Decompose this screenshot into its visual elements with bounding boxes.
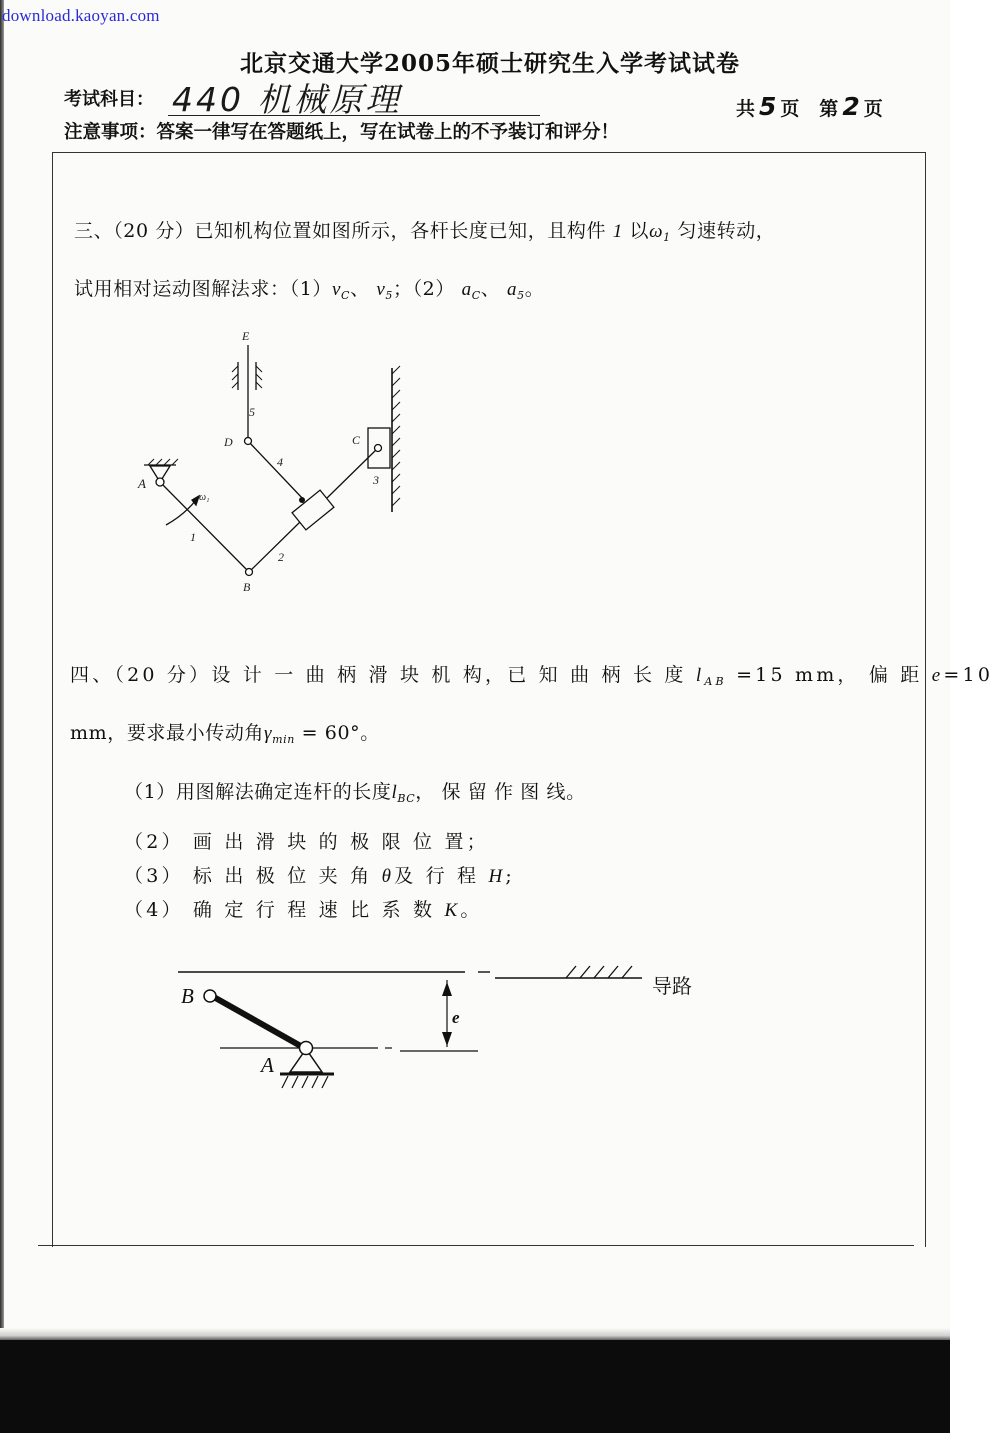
q4-item-1-end: ， 保 留 作 图 线。 [415, 781, 586, 803]
q4-eq-2: =10 [943, 664, 993, 686]
q4-item-4-start: （4） 确 定 行 程 速 比 系 数 [124, 899, 436, 921]
label-C: C [352, 433, 361, 447]
q3-line-1-text: 三、（20 分）已知机构位置如图所示，各杆长度已知，且构件 [74, 220, 607, 242]
subject-value: 440 机械原理 [172, 80, 402, 119]
q3-omega: ω [649, 221, 664, 242]
q4-l-bc-sub: BC [397, 792, 416, 805]
dimension-e-arrow-top [442, 982, 452, 996]
q3-mid: ；（2） [392, 278, 455, 300]
crank-AB [212, 996, 306, 1049]
label-B: B [181, 984, 194, 1008]
q4-gamma-sub: min [272, 733, 295, 746]
label-link-1: 1 [190, 530, 196, 544]
label-link-5: 5 [249, 405, 255, 419]
q4-item-3-end: ; [505, 865, 515, 887]
q4-line-2-start: mm，要求最小传动角 [70, 722, 265, 744]
watermark-link[interactable]: download.kaoyan.com [2, 6, 160, 25]
q3-ac: a [461, 279, 472, 300]
q3-line-2-start: 试用相对运动图解法求：（1） [74, 278, 332, 300]
label-B: B [243, 580, 251, 594]
label-link-3: 3 [373, 473, 379, 487]
q3-v5: v [376, 279, 386, 300]
label-guide: 导路 [652, 976, 692, 998]
page-prefix: 第 [819, 98, 839, 120]
q4-theta: θ [381, 866, 395, 887]
q3-line-1-end: 匀速转动， [677, 220, 776, 242]
label-link-2: 2 [278, 550, 284, 564]
joint-A [300, 1042, 313, 1055]
label-omega: ω₁ [199, 492, 210, 503]
q3-sep-1: 、 [350, 278, 370, 300]
q3-a5: a [507, 279, 518, 300]
q4-gamma: γ [264, 723, 273, 744]
q4-l-ab-sub: AB [704, 675, 727, 688]
subject-label: 考试科目： [64, 89, 154, 110]
q3-ac-sub: C [471, 289, 481, 302]
label-E: E [242, 329, 250, 343]
q4-item-3-mid: 及 行 程 [394, 865, 480, 887]
guide-hatch [566, 966, 632, 978]
q4-line-2-end: = 60°。 [301, 722, 380, 744]
label-A: A [138, 476, 146, 491]
q4-item-2: （2） 画 出 滑 块 的 极 限 位 置； [124, 831, 489, 853]
notice: 注意事项：答案一律写在答题纸上，写在试卷上的不予装订和评分！ [64, 122, 620, 143]
q4-l-ab: l [695, 665, 705, 686]
total-pages-prefix: 共 [736, 98, 756, 120]
q3-sep-2: 、 [480, 278, 501, 300]
q3-end: 。 [524, 278, 545, 300]
q4-item-4-end: 。 [460, 899, 483, 921]
q3-omega-sub: 1 [663, 231, 671, 244]
q4-H: H [488, 866, 506, 887]
q3-v5-sub: 5 [385, 289, 393, 302]
q3-member-number: 1 [612, 221, 623, 242]
q4-K: K [444, 900, 461, 921]
q3-vc: v [332, 279, 342, 300]
total-pages-number: 5 [759, 92, 777, 121]
label-link-4: 4 [277, 455, 283, 469]
q4-l-bc: l [391, 782, 398, 803]
q3-line-1-mid: 以 [629, 220, 650, 242]
total-pages-suffix: 页 [780, 98, 800, 120]
q4-line-1-text: 四、（20 分）设 计 一 曲 柄 滑 块 机 构，已 知 曲 柄 长 度 [70, 664, 687, 686]
joint-B [204, 990, 216, 1002]
q4-item-3-start: （3） 标 出 极 位 夹 角 [124, 865, 373, 887]
q4-e: e [931, 665, 944, 686]
q3-a5-sub: 5 [517, 289, 525, 302]
exam-title: 北京交通大学2005年硕士研究生入学考试试卷 [239, 50, 740, 77]
ground-A-hatch [282, 1076, 328, 1088]
label-A: A [261, 1053, 274, 1077]
page-number: 2 [842, 92, 860, 121]
dimension-e-arrow-bottom [442, 1032, 452, 1046]
q4-item-1-start: （1）用图解法确定连杆的长度 [124, 781, 392, 803]
page-suffix: 页 [863, 98, 883, 120]
label-D: D [224, 435, 233, 449]
label-e: e [452, 1008, 460, 1027]
q3-vc-sub: C [341, 289, 351, 302]
q4-eq-1: =15 mm， 偏 距 [736, 664, 923, 686]
